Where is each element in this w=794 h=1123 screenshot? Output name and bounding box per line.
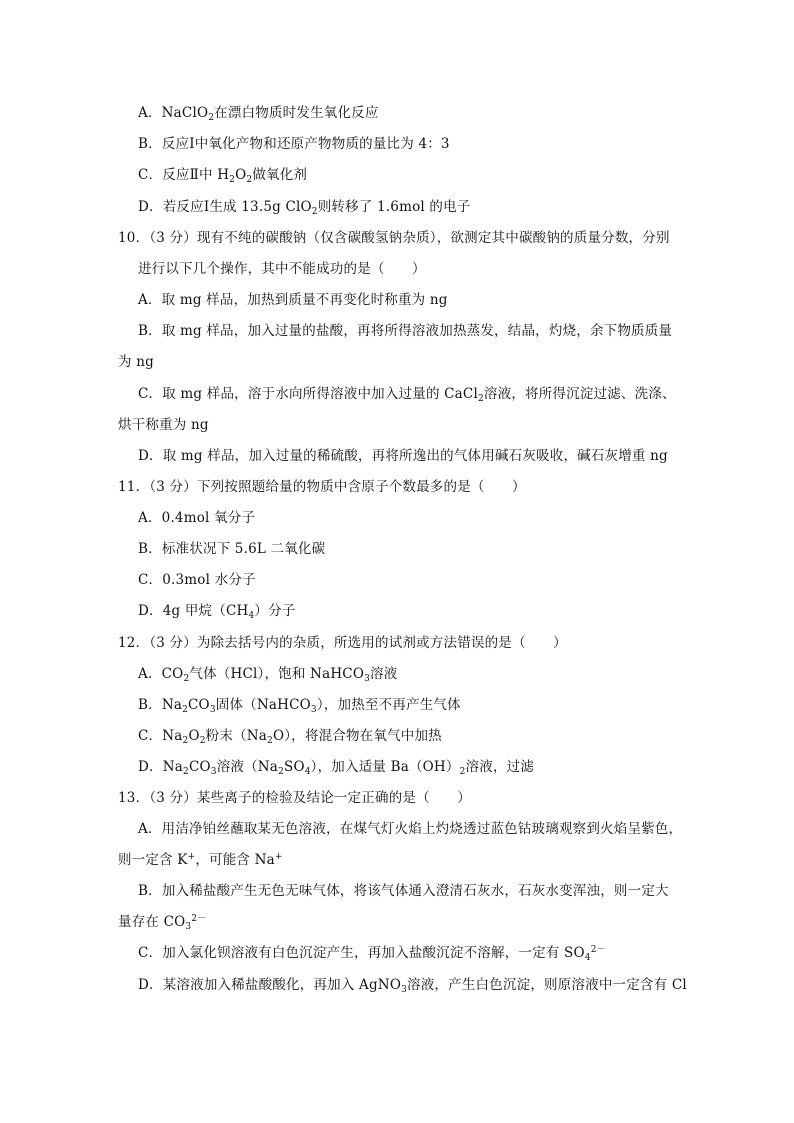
q10-option-c-continued: 烘干称重为 ng (118, 417, 209, 433)
q10-option-b-continued: 为 ng (118, 354, 154, 370)
q10-stem-continued: 进行以下几个操作，其中不能成功的是（ ） (138, 261, 426, 277)
q9-option-c: C．反应Ⅱ中 $H_2O_2$做氧化剂 (138, 167, 308, 185)
q13-option-a: A．用洁净铂丝蘸取某无色溶液，在煤气灯火焰上灼烧透过蓝色钴玻璃观察到火焰呈紫色， (138, 821, 683, 837)
q9-option-d: D．若反应Ⅰ生成 13.5g ClO$_2$则转移了 1.6mol 的电子 (138, 199, 471, 217)
q10-option-b: B．取 mg 样品，加入过量的盐酸，再将所得溶液加热蒸发，结晶，灼烧，余下物质质量 (138, 323, 673, 339)
q13-option-b: B．加入稀盐酸产生无色无味气体，将该气体通入澄清石灰水，石灰水变浑浊，则一定大 (138, 883, 669, 899)
q13-option-c: C．加入氯化钡溶液有白色沉淀产生，再加入盐酸沉淀不溶解，一定有 $SO_4^{2-}$ (138, 945, 606, 963)
q13-option-b-continued: 量存在 $CO_3^{2-}$ (118, 914, 207, 932)
q10-stem: 10．（3 分）现有不纯的碳酸钠（仅含碳酸氢钠杂质），欲测定其中碳酸钠的质量分数，分别 (118, 230, 670, 246)
q11-option-c: C．0.3mol 水分子 (138, 572, 256, 588)
q12-option-d: D．$Na_2CO_3$溶液$(Na_2SO_4)$，加入适量 $Ba(OH)_2$溶液，过滤 (138, 759, 535, 777)
q11-option-b: B．标准状况下 5.6L 二氧化碳 (138, 541, 326, 557)
q12-option-c: C．$Na_2O_2$粉末$(Na_2O)$，将混合物在氧气中加热 (138, 728, 442, 746)
q11-option-d: D．4g 甲烷$(CH_4)$分子 (138, 603, 296, 621)
q10-option-c: C．取 mg 样品，溶于水向所得溶液中加入过量的 CaCl$_2$溶液，将所得沉淀过滤、洗涤、 (138, 386, 676, 404)
q9-option-b: B．反应Ⅰ中氧化产物和还原产物物质的量比为 4：3 (138, 136, 450, 152)
q11-option-a: A．0.4mol 氧分子 (138, 510, 256, 526)
q11-stem: 11．（3 分）下列按照题给量的物质中含原子个数最多的是（ ） (118, 479, 526, 495)
q9-option-a: A．NaClO$_2$在漂白物质时发生氧化反应 (138, 105, 379, 123)
q12-stem: 12．（3 分）为除去括号内的杂质，所选用的试剂或方法错误的是（ ） (118, 635, 567, 651)
q12-option-b: B．$Na_2CO_3$固体（NaHCO$_3$），加热至不再产生气体 (138, 697, 461, 715)
q13-option-a-continued: 则一定含 K+，可能含 Na+ (118, 852, 283, 868)
q13-option-d: D．某溶液加入稀盐酸酸化，再加入 AgNO$_3$溶液，产生白色沉淀，则原溶液中一定含有 Cl (138, 977, 687, 995)
q10-option-d: D．取 mg 样品，加入过量的稀硫酸，再将所逸出的气体用碱石灰吸收，碱石灰增重 ng (138, 448, 668, 464)
q12-option-a: A．$CO_2$气体（HCl），饱和 NaHCO$_3$溶液 (138, 666, 398, 684)
q13-stem: 13．（3 分）某些离子的检验及结论一定正确的是（ ） (118, 790, 471, 806)
q10-option-a: A．取 mg 样品，加热到质量不再变化时称重为 ng (138, 292, 448, 308)
